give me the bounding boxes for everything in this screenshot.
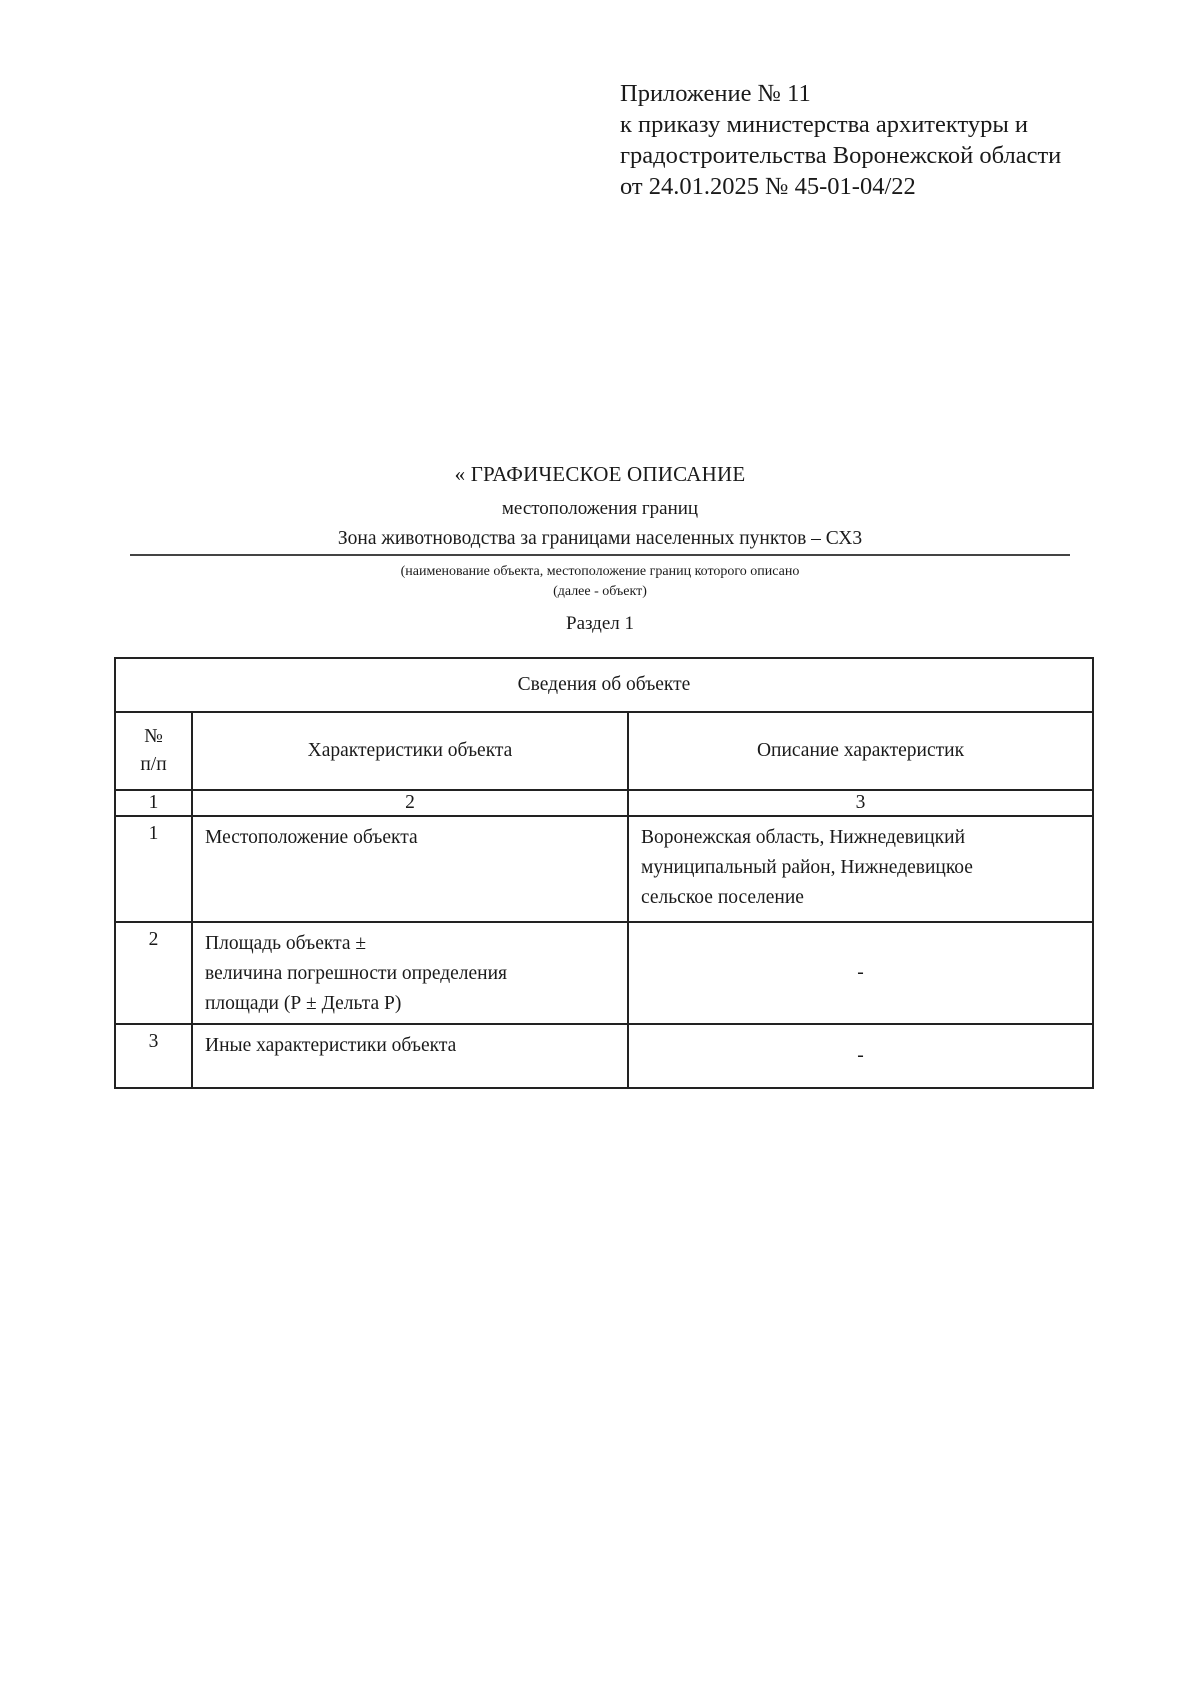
section-label: Раздел 1 [566, 613, 634, 634]
document-subtitle: местоположения границ [501, 498, 699, 519]
characteristic-line: величина погрешности определения [205, 963, 508, 984]
description-line: сельское поселение [641, 887, 804, 908]
header-number [115, 712, 192, 790]
table-row [115, 1024, 1093, 1088]
object-name-caption: (наименование объекта, местоположение границ которого описано [400, 564, 800, 579]
characteristic-line: Иные характеристики объекта [205, 1035, 457, 1056]
row-characteristic [192, 816, 628, 922]
row-number: 1 [115, 816, 192, 922]
appendix-number: Приложение № 11 [620, 80, 811, 107]
description-line: муниципальный район, Нижнедевицкое [641, 857, 973, 878]
table-caption: Сведения об объекте [115, 658, 1093, 712]
row-characteristic [192, 922, 628, 1024]
header-characteristic: Характеристики объекта [192, 712, 628, 790]
column-number: 2 [192, 790, 628, 816]
title-block [130, 460, 1070, 636]
row-description: - [628, 922, 1093, 1024]
header-description: Описание характеристик [628, 712, 1093, 790]
row-description [628, 816, 1093, 922]
column-number: 3 [628, 790, 1093, 816]
object-name-caption-continued: (далее - объект) [553, 584, 647, 599]
object-name: Зона животноводства за границами населенных пунктов – СХ3 [130, 526, 1070, 556]
column-number: 1 [115, 790, 192, 816]
table-header-row [115, 712, 1093, 790]
object-info-table [114, 657, 1094, 1089]
characteristic-line: Площадь объекта ± [205, 933, 367, 954]
row-characteristic [192, 1024, 628, 1088]
table-row [115, 922, 1093, 1024]
table-caption-row [115, 658, 1093, 712]
row-description: - [628, 1024, 1093, 1088]
table-row [115, 816, 1093, 922]
order-date-number: от 24.01.2025 № 45-01-04/22 [620, 173, 916, 200]
description-line: Воронежская область, Нижнедевицкий [641, 827, 966, 848]
appendix-header [620, 78, 1180, 202]
document-title: « ГРАФИЧЕСКОЕ ОПИСАНИЕ [454, 462, 746, 486]
characteristic-line: Местоположение объекта [205, 827, 418, 848]
ministry-name: градостроительства Воронежской области [620, 142, 1062, 169]
header-number-abbr: п/п [140, 754, 167, 775]
header-number-symbol: № [144, 726, 163, 747]
column-number-row [115, 790, 1093, 816]
row-number: 3 [115, 1024, 192, 1088]
row-number: 2 [115, 922, 192, 1024]
order-reference: к приказу министерства архитектуры и [620, 111, 1029, 138]
characteristic-line: площади (Р ± Дельта Р) [205, 993, 402, 1014]
